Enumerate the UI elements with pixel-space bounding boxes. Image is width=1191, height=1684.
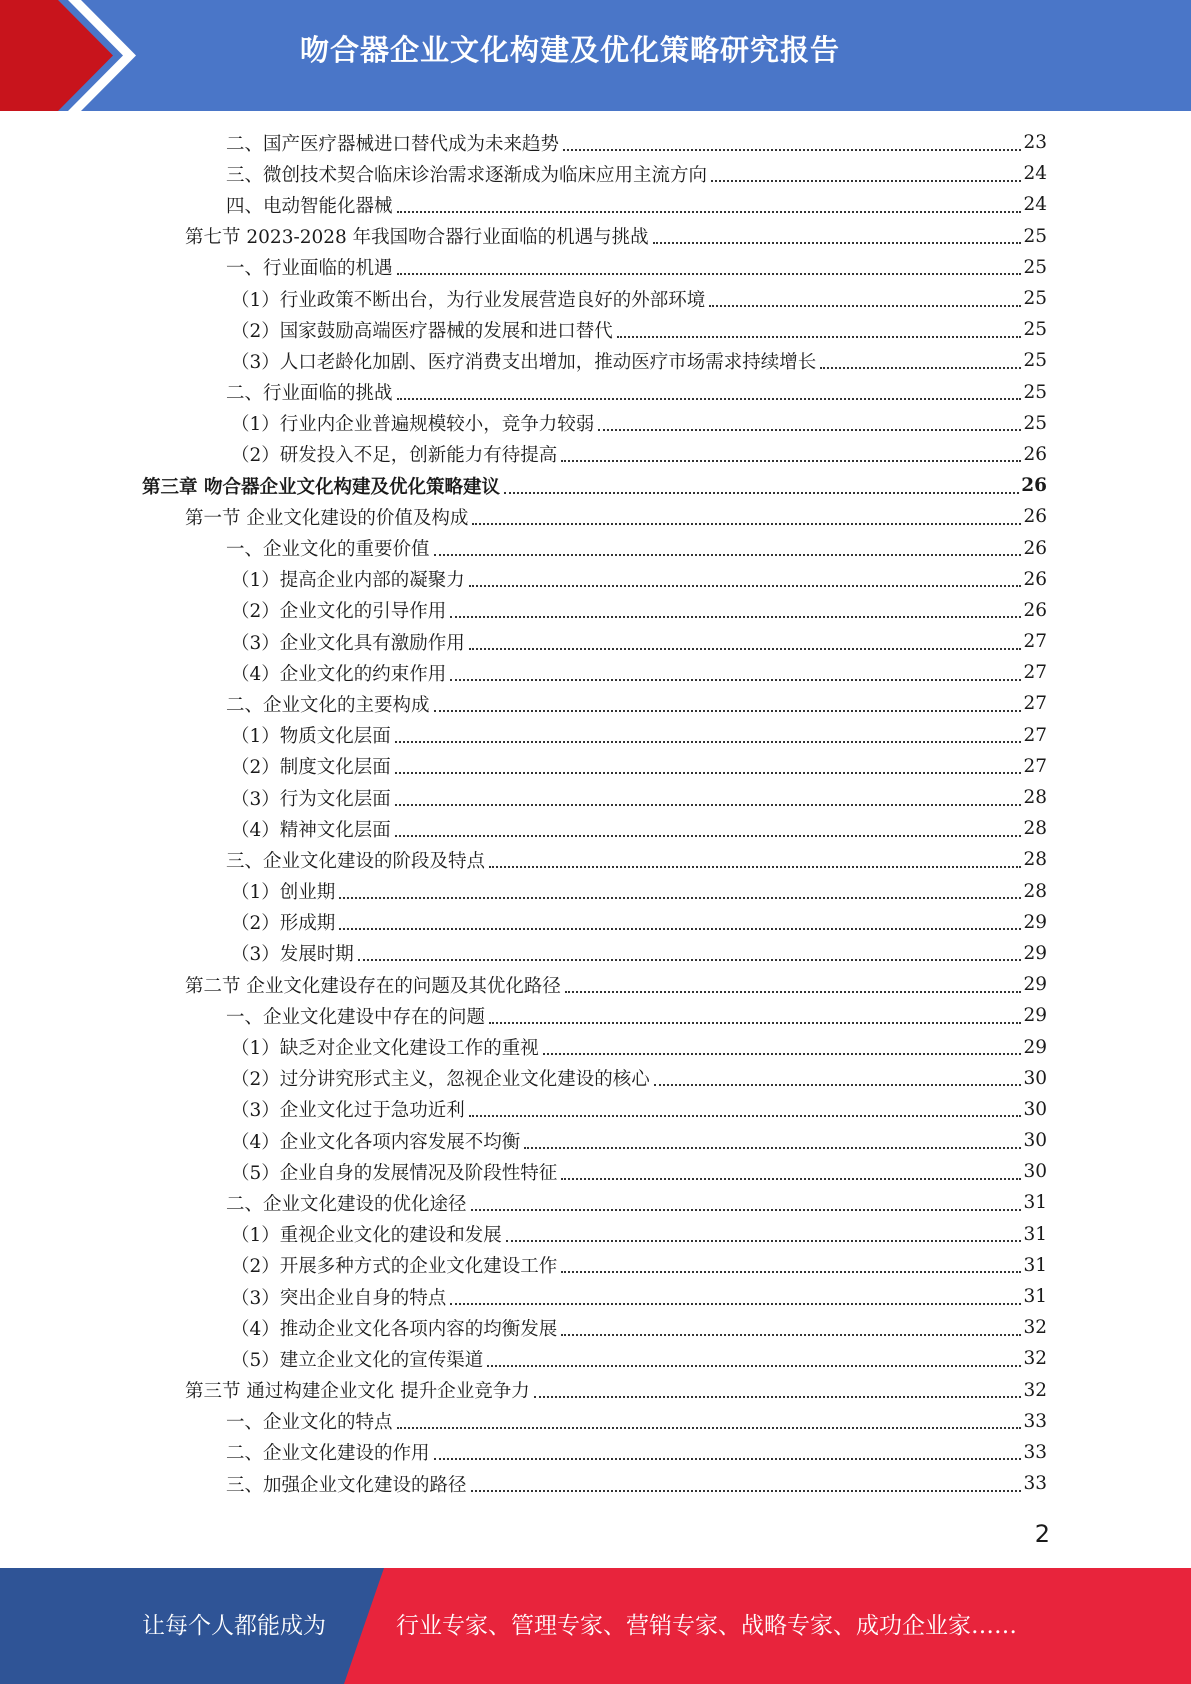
toc-entry-page: 28 <box>1023 787 1047 809</box>
toc-entry[interactable] <box>0 751 1191 782</box>
toc-entry[interactable] <box>0 377 1191 408</box>
toc-entry-label: 第三章 吻合器企业文化构建及优化策略建议 <box>142 476 500 498</box>
toc-dot-leader <box>395 741 1022 743</box>
toc-entry-page: 23 <box>1023 132 1047 154</box>
toc-entry[interactable] <box>0 470 1191 501</box>
toc-dot-leader <box>563 149 1021 151</box>
toc-entry[interactable] <box>0 720 1191 751</box>
toc-entry-page: 25 <box>1023 288 1047 310</box>
toc-entry[interactable] <box>0 595 1191 626</box>
toc-entry[interactable] <box>0 532 1191 563</box>
toc-entry-page: 24 <box>1023 163 1047 185</box>
toc-entry[interactable] <box>0 1063 1191 1094</box>
toc-dot-leader <box>397 273 1022 275</box>
toc-entry[interactable] <box>0 1281 1191 1312</box>
toc-entry-label: 第二节 企业文化建设存在的问题及其优化路径 <box>185 975 561 997</box>
toc-entry-label: 四、电动智能化器械 <box>226 195 393 217</box>
toc-entry-label: （3）突出企业自身的特点 <box>231 1287 447 1309</box>
toc-entry[interactable] <box>0 969 1191 1000</box>
toc-entry-label: （5）建立企业文化的宣传渠道 <box>231 1349 484 1371</box>
page-footer <box>0 1568 1191 1684</box>
toc-entry-page: 32 <box>1023 1348 1047 1370</box>
toc-entry[interactable] <box>0 1437 1191 1468</box>
toc-entry-page: 27 <box>1023 662 1047 684</box>
toc-entry-page: 28 <box>1023 849 1047 871</box>
toc-dot-leader <box>524 1147 1021 1149</box>
toc-dot-leader <box>450 616 1021 618</box>
toc-dot-leader <box>504 492 1019 494</box>
footer-slogan-right: 行业专家、管理专家、营销专家、战略专家、成功企业家…… <box>396 1613 1017 1639</box>
toc-dot-leader <box>561 1271 1021 1273</box>
toc-dot-leader <box>397 211 1022 213</box>
toc-entry-page: 28 <box>1023 880 1047 902</box>
toc-entry-label: （4）企业文化的约束作用 <box>231 663 447 685</box>
toc-entry-page: 25 <box>1023 381 1047 403</box>
toc-dot-leader <box>469 648 1022 650</box>
toc-dot-leader <box>534 1396 1022 1398</box>
toc-entry[interactable] <box>0 1406 1191 1437</box>
toc-entry-page: 33 <box>1023 1473 1047 1495</box>
toc-entry-label: 一、企业文化建设中存在的问题 <box>226 1006 486 1028</box>
toc-entry-page: 27 <box>1023 631 1047 653</box>
toc-entry-page: 27 <box>1023 693 1047 715</box>
toc-entry-page: 25 <box>1023 256 1047 278</box>
footer-slogan-left: 让每个人都能成为 <box>142 1613 326 1639</box>
toc-entry-label: （1）重视企业文化的建设和发展 <box>231 1225 502 1247</box>
toc-entry[interactable] <box>0 938 1191 969</box>
header-chevron-decoration <box>0 0 160 111</box>
toc-entry-page: 31 <box>1023 1192 1047 1214</box>
toc-entry[interactable] <box>0 688 1191 719</box>
toc-entry-label: 二、企业文化的主要构成 <box>226 694 430 716</box>
toc-entry[interactable] <box>0 127 1191 158</box>
toc-entry-page: 25 <box>1023 412 1047 434</box>
toc-entry-page: 26 <box>1023 599 1047 621</box>
toc-dot-leader <box>434 554 1022 556</box>
toc-entry-label: 一、行业面临的机遇 <box>226 258 393 280</box>
toc-dot-leader <box>469 1115 1022 1117</box>
toc-entry[interactable] <box>0 907 1191 938</box>
toc-dot-leader <box>489 1022 1021 1024</box>
toc-dot-leader <box>543 1053 1022 1055</box>
toc-entry-label: （1）创业期 <box>231 882 336 904</box>
toc-entry[interactable] <box>0 345 1191 376</box>
toc-dot-leader <box>397 398 1022 400</box>
toc-entry-label: 第一节 企业文化建设的价值及构成 <box>185 507 469 529</box>
toc-entry[interactable] <box>0 408 1191 439</box>
toc-entry[interactable] <box>0 1375 1191 1406</box>
toc-entry[interactable] <box>0 1343 1191 1374</box>
toc-entry-page: 26 <box>1023 568 1047 590</box>
toc-entry-label: （1）缺乏对企业文化建设工作的重视 <box>231 1038 539 1060</box>
toc-entry[interactable] <box>0 1156 1191 1187</box>
toc-entry-label: 第七节 2023-2028 年我国吻合器行业面临的机遇与挑战 <box>185 227 649 249</box>
toc-dot-leader <box>617 336 1022 338</box>
toc-entry-label: （2）研发投入不足，创新能力有待提高 <box>231 445 558 467</box>
toc-entry[interactable] <box>0 439 1191 470</box>
toc-entry-page: 29 <box>1023 974 1047 996</box>
toc-entry[interactable] <box>0 813 1191 844</box>
toc-dot-leader <box>472 523 1021 525</box>
toc-entry-page: 27 <box>1023 724 1047 746</box>
toc-dot-leader <box>561 1178 1021 1180</box>
toc-entry-page: 25 <box>1023 319 1047 341</box>
toc-dot-leader <box>561 1334 1021 1336</box>
toc-entry[interactable] <box>0 876 1191 907</box>
toc-entry[interactable] <box>0 1312 1191 1343</box>
toc-dot-leader <box>598 429 1021 431</box>
toc-dot-leader <box>653 242 1022 244</box>
toc-entry[interactable] <box>0 1000 1191 1031</box>
toc-entry-label: （1）行业政策不断出台，为行业发展营造良好的外部环境 <box>231 289 706 311</box>
toc-dot-leader <box>471 1209 1022 1211</box>
toc-entry-label: （1）提高企业内部的凝聚力 <box>231 570 465 592</box>
toc-entry-page: 25 <box>1023 225 1047 247</box>
toc-dot-leader <box>395 772 1022 774</box>
toc-entry-label: （1）行业内企业普遍规模较小，竞争力较弱 <box>231 414 595 436</box>
toc-entry-page: 27 <box>1023 755 1047 777</box>
toc-entry[interactable] <box>0 189 1191 220</box>
toc-entry[interactable] <box>0 1125 1191 1156</box>
toc-dot-leader <box>561 460 1021 462</box>
toc-dot-leader <box>654 1084 1022 1086</box>
toc-entry-label: 三、企业文化建设的阶段及特点 <box>226 850 486 872</box>
toc-entry-page: 29 <box>1023 1036 1047 1058</box>
toc-entry-page: 30 <box>1023 1130 1047 1152</box>
toc-entry-label: （5）企业自身的发展情况及阶段性特征 <box>231 1162 558 1184</box>
toc-dot-leader <box>397 1427 1022 1429</box>
toc-entry-label: 第三节 通过构建企业文化 提升企业竞争力 <box>185 1381 530 1403</box>
toc-entry-page: 29 <box>1023 942 1047 964</box>
toc-entry-label: （2）国家鼓励高端医疗器械的发展和进口替代 <box>231 320 613 342</box>
toc-dot-leader <box>565 991 1022 993</box>
toc-entry-label: 二、企业文化建设的作用 <box>226 1443 430 1465</box>
toc-dot-leader <box>820 367 1021 369</box>
toc-entry[interactable] <box>0 158 1191 189</box>
toc-entry[interactable] <box>0 657 1191 688</box>
toc-entry-label: 二、行业面临的挑战 <box>226 383 393 405</box>
toc-dot-leader <box>709 305 1021 307</box>
toc-entry-page: 26 <box>1023 537 1047 559</box>
page-header <box>0 0 1191 111</box>
toc-entry-page: 33 <box>1023 1441 1047 1463</box>
page-number: 2 <box>1034 1520 1050 1548</box>
toc-entry-page: 31 <box>1023 1286 1047 1308</box>
toc-entry[interactable] <box>0 283 1191 314</box>
toc-entry-label: 二、企业文化建设的优化途径 <box>226 1193 467 1215</box>
toc-dot-leader <box>339 897 1021 899</box>
toc-entry-label: （1）物质文化层面 <box>231 726 391 748</box>
toc-entry-label: （2）开展多种方式的企业文化建设工作 <box>231 1256 558 1278</box>
toc-entry-label: （3）人口老龄化加剧、医疗消费支出增加，推动医疗市场需求持续增长 <box>231 351 817 373</box>
toc-dot-leader <box>506 1240 1022 1242</box>
toc-entry[interactable] <box>0 1094 1191 1125</box>
toc-entry-page: 30 <box>1023 1161 1047 1183</box>
toc-dot-leader <box>450 1303 1021 1305</box>
document-title: 吻合器企业文化构建及优化策略研究报告 <box>300 33 841 67</box>
toc-entry-label: （4）企业文化各项内容发展不均衡 <box>231 1131 521 1153</box>
toc-entry[interactable] <box>0 626 1191 657</box>
toc-entry-label: （2）形成期 <box>231 913 336 935</box>
toc-entry-label: 三、加强企业文化建设的路径 <box>226 1474 467 1496</box>
toc-entry[interactable] <box>0 314 1191 345</box>
toc-entry[interactable] <box>0 1219 1191 1250</box>
toc-dot-leader <box>469 585 1022 587</box>
toc-entry-page: 25 <box>1023 350 1047 372</box>
toc-entry[interactable] <box>0 1468 1191 1499</box>
toc-entry[interactable] <box>0 1250 1191 1281</box>
toc-entry-page: 31 <box>1023 1223 1047 1245</box>
toc-entry[interactable] <box>0 252 1191 283</box>
toc-entry[interactable] <box>0 221 1191 252</box>
toc-entry-page: 32 <box>1023 1379 1047 1401</box>
toc-entry-page: 31 <box>1023 1254 1047 1276</box>
toc-entry-page: 29 <box>1023 1005 1047 1027</box>
toc-entry[interactable] <box>0 1031 1191 1062</box>
toc-entry-label: 一、企业文化的重要价值 <box>226 539 430 561</box>
table-of-contents <box>0 127 1191 1499</box>
toc-dot-leader <box>434 710 1022 712</box>
toc-dot-leader <box>489 866 1021 868</box>
toc-entry-label: 一、企业文化的特点 <box>226 1412 393 1434</box>
toc-entry-label: （4）精神文化层面 <box>231 819 391 841</box>
toc-entry-page: 32 <box>1023 1317 1047 1339</box>
toc-entry-page: 26 <box>1023 443 1047 465</box>
toc-dot-leader <box>395 835 1022 837</box>
toc-entry-page: 26 <box>1023 506 1047 528</box>
toc-dot-leader <box>487 1365 1021 1367</box>
toc-entry[interactable] <box>0 564 1191 595</box>
toc-dot-leader <box>395 804 1022 806</box>
toc-entry-label: （3）企业文化具有激励作用 <box>231 632 465 654</box>
toc-dot-leader <box>339 928 1021 930</box>
toc-dot-leader <box>434 1458 1022 1460</box>
toc-entry-label: （3）行为文化层面 <box>231 788 391 810</box>
toc-entry-label: （2）企业文化的引导作用 <box>231 601 447 623</box>
toc-entry-page: 30 <box>1023 1067 1047 1089</box>
toc-entry[interactable] <box>0 844 1191 875</box>
toc-dot-leader <box>450 679 1021 681</box>
toc-entry-label: 二、国产医疗器械进口替代成为未来趋势 <box>226 133 560 155</box>
toc-entry-page: 33 <box>1023 1410 1047 1432</box>
toc-dot-leader <box>358 959 1022 961</box>
toc-entry-label: （4）推动企业文化各项内容的均衡发展 <box>231 1318 558 1340</box>
toc-entry[interactable] <box>0 782 1191 813</box>
toc-dot-leader <box>471 1490 1022 1492</box>
toc-entry-page: 28 <box>1023 818 1047 840</box>
toc-entry[interactable] <box>0 1187 1191 1218</box>
toc-dot-leader <box>711 180 1021 182</box>
toc-entry-label: （3）企业文化过于急功近利 <box>231 1100 465 1122</box>
toc-entry-label: （2）过分讲究形式主义，忽视企业文化建设的核心 <box>231 1069 650 1091</box>
toc-entry[interactable] <box>0 501 1191 532</box>
toc-entry-page: 30 <box>1023 1098 1047 1120</box>
toc-entry-label: （3）发展时期 <box>231 944 354 966</box>
toc-entry-label: 三、微创技术契合临床诊治需求逐渐成为临床应用主流方向 <box>226 164 708 186</box>
toc-entry-label: （2）制度文化层面 <box>231 757 391 779</box>
toc-entry-page: 24 <box>1023 194 1047 216</box>
toc-entry-page: 26 <box>1021 475 1047 497</box>
toc-entry-page: 29 <box>1023 911 1047 933</box>
